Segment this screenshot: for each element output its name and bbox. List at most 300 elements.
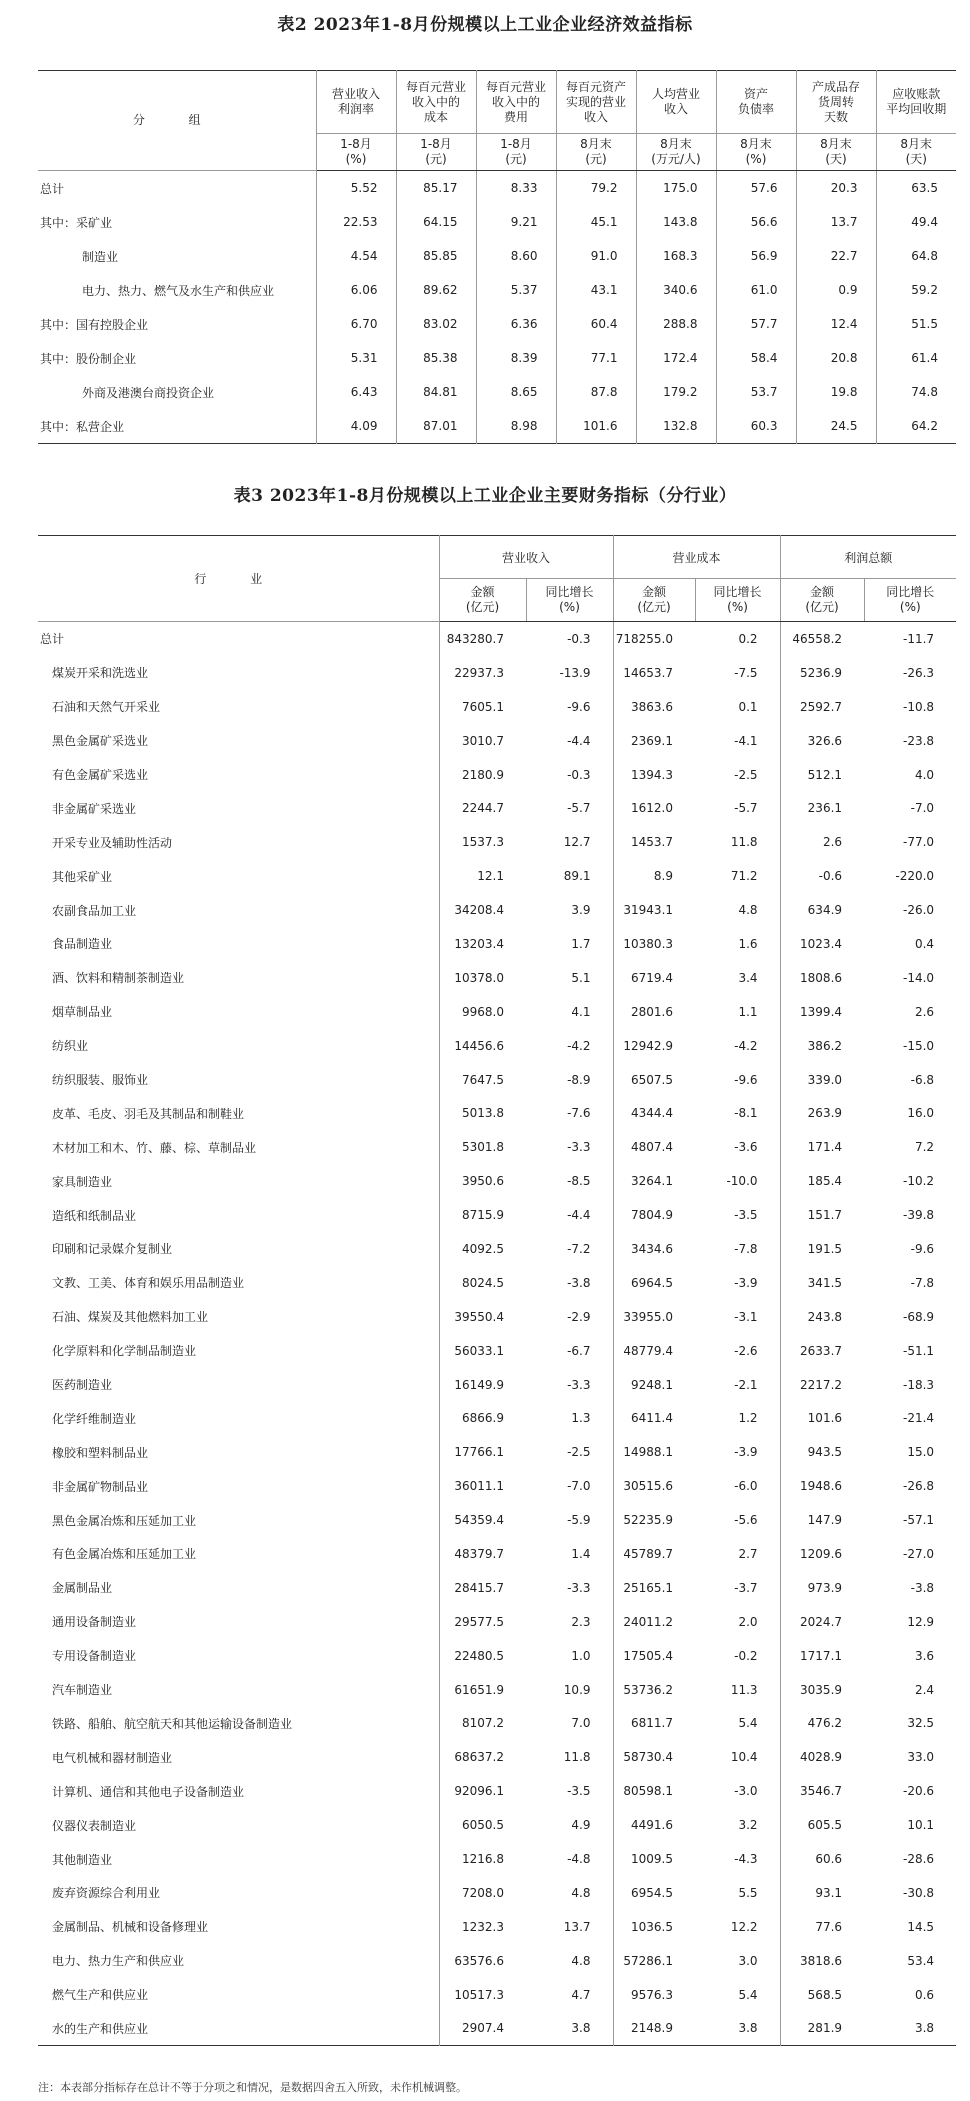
cell-value: 43.1: [556, 273, 636, 307]
industry-label: 黑色金属矿采选业: [52, 734, 149, 749]
cell-value: 10380.3: [613, 927, 695, 961]
cell-value: 6.70: [316, 307, 396, 341]
cell-value: -7.2: [567, 1241, 591, 1256]
industry-label: 烟草制品业: [52, 1005, 113, 1020]
cell-value: 386.2: [780, 1029, 864, 1063]
cell-value: 57286.1: [613, 1944, 695, 1978]
table-row: [38, 1605, 956, 1639]
column-header: 每百元营业 收入中的 成本: [396, 71, 476, 134]
cell-value: 84.81: [396, 375, 476, 409]
cell-value: 57.7: [716, 307, 796, 341]
table-row: [38, 724, 956, 758]
industry-label: 家具制造业: [52, 1174, 113, 1189]
cell-value: 512.1: [780, 758, 864, 792]
column-header: 应收账款 平均回收期: [876, 71, 956, 134]
cell-value: 143.8: [636, 205, 716, 239]
cell-value: 2.0: [738, 1614, 758, 1629]
cell-value: 48779.4: [613, 1334, 695, 1368]
column-header: 人均营业 收入: [636, 71, 716, 134]
cell-value: -2.6: [734, 1343, 758, 1358]
cell-value: -9.6: [734, 1072, 758, 1087]
cell-value: 9576.3: [613, 1978, 695, 2012]
table-row: [38, 1334, 956, 1368]
cell-value: 2592.7: [780, 690, 864, 724]
cell-value: -9.6: [567, 699, 591, 714]
industry-label: 汽车制造业: [52, 1683, 113, 1698]
cell-value: 22480.5: [439, 1639, 526, 1673]
cell-value: 4028.9: [780, 1740, 864, 1774]
cell-value: 14653.7: [613, 656, 695, 690]
cell-value: 3.8: [914, 2021, 935, 2036]
row-label: 其中：采矿业: [40, 215, 113, 230]
cell-value: -7.0: [910, 801, 935, 816]
growth-subheader: 同比增长 (%): [695, 579, 780, 622]
table2-title: 表2 2023年1-8月份规模以上工业企业经济效益指标: [277, 15, 693, 35]
cell-value: 4092.5: [439, 1232, 526, 1266]
cell-value: 288.8: [636, 307, 716, 341]
table-row: [38, 307, 956, 341]
table-row: [38, 341, 956, 375]
cell-value: 85.17: [396, 171, 476, 206]
table-row: [38, 273, 956, 307]
cell-value: 13.7: [563, 1919, 591, 1934]
cell-value: 1209.6: [780, 1537, 864, 1571]
industry-label: 总计: [40, 632, 65, 647]
table3-financial-indicators: [38, 535, 956, 2046]
cell-value: 1.4: [571, 1546, 591, 1561]
cell-value: 77.6: [780, 1910, 864, 1944]
cell-value: -2.5: [734, 767, 758, 782]
cell-value: 1.3: [571, 1411, 591, 1426]
cell-value: 61.4: [876, 341, 956, 375]
cell-value: 132.8: [636, 409, 716, 444]
industry-label: 非金属矿采选业: [52, 801, 137, 816]
group-header: 利润总额: [780, 536, 956, 579]
table-row: [38, 1639, 956, 1673]
table-row: [38, 1707, 956, 1741]
cell-value: -13.9: [559, 665, 591, 680]
cell-value: 13203.4: [439, 927, 526, 961]
cell-value: 6954.5: [613, 1876, 695, 1910]
cell-value: -3.1: [734, 1309, 758, 1324]
cell-value: 39550.4: [439, 1300, 526, 1334]
table-row: [38, 791, 956, 825]
column-subheader: 1-8月 (元): [476, 134, 556, 171]
cell-value: 63.5: [876, 171, 956, 206]
cell-value: 6411.4: [613, 1401, 695, 1435]
cell-value: -3.3: [567, 1580, 591, 1595]
cell-value: 14988.1: [613, 1435, 695, 1469]
cell-value: -4.2: [734, 1038, 758, 1053]
column-subheader: 1-8月 (%): [316, 134, 396, 171]
cell-value: 326.6: [780, 724, 864, 758]
cell-value: 52235.9: [613, 1503, 695, 1537]
industry-label: 橡胶和塑料制品业: [52, 1445, 149, 1460]
cell-value: 1717.1: [780, 1639, 864, 1673]
cell-value: -0.3: [567, 631, 591, 646]
cell-value: 281.9: [780, 2012, 864, 2046]
cell-value: 9248.1: [613, 1368, 695, 1402]
cell-value: 2801.6: [613, 995, 695, 1029]
cell-value: 7605.1: [439, 690, 526, 724]
cell-value: 93.1: [780, 1876, 864, 1910]
cell-value: 14456.6: [439, 1029, 526, 1063]
cell-value: -3.3: [567, 1377, 591, 1392]
cell-value: 6719.4: [613, 961, 695, 995]
industry-label: 农副食品加工业: [52, 903, 137, 918]
cell-value: 605.5: [780, 1808, 864, 1842]
cell-value: 1612.0: [613, 791, 695, 825]
table-row: [38, 1673, 956, 1707]
cell-value: 51.5: [876, 307, 956, 341]
cell-value: 57.6: [716, 171, 796, 206]
cell-value: 53.4: [907, 1953, 935, 1968]
cell-value: 60.3: [716, 409, 796, 444]
cell-value: -10.8: [902, 699, 935, 714]
cell-value: -0.2: [734, 1648, 758, 1663]
cell-value: 4.9: [571, 1818, 591, 1833]
cell-value: -3.3: [567, 1140, 591, 1155]
table-row: [38, 2012, 956, 2046]
cell-value: -8.1: [734, 1106, 758, 1121]
cell-value: 3950.6: [439, 1164, 526, 1198]
industry-label: 金属制品业: [52, 1581, 113, 1596]
cell-value: 5013.8: [439, 1096, 526, 1130]
amount-subheader: 金额 (亿元): [780, 579, 864, 622]
cell-value: 2.6: [914, 1004, 935, 1019]
cell-value: 147.9: [780, 1503, 864, 1537]
cell-value: 4344.4: [613, 1096, 695, 1130]
cell-value: -5.7: [734, 801, 758, 816]
cell-value: 74.8: [876, 375, 956, 409]
cell-value: 53736.2: [613, 1673, 695, 1707]
cell-value: 15.0: [907, 1445, 935, 1460]
cell-value: 28415.7: [439, 1571, 526, 1605]
table-row: [38, 1571, 956, 1605]
industry-label: 木材加工和木、竹、藤、棕、草制品业: [52, 1140, 257, 1155]
industry-label: 燃气生产和供应业: [52, 1988, 149, 2003]
cell-value: 4.8: [571, 1885, 591, 1900]
cell-value: 5301.8: [439, 1130, 526, 1164]
cell-value: -30.8: [902, 1885, 935, 1900]
cell-value: 263.9: [780, 1096, 864, 1130]
cell-value: 16.0: [907, 1106, 935, 1121]
cell-value: 25165.1: [613, 1571, 695, 1605]
cell-value: -0.3: [567, 767, 591, 782]
cell-value: 10.1: [907, 1818, 935, 1833]
cell-value: -4.1: [734, 733, 758, 748]
cell-value: 11.3: [730, 1682, 758, 1697]
table-row: [38, 1232, 956, 1266]
industry-label: 专用设备制造业: [52, 1649, 137, 1664]
row-label: 外商及港澳台商投资企业: [82, 385, 215, 400]
industry-label: 水的生产和供应业: [52, 2021, 149, 2036]
table-row: [38, 1774, 956, 1808]
growth-subheader: 同比增长 (%): [526, 579, 613, 622]
cell-value: -26.3: [902, 665, 935, 680]
table-row: [38, 1266, 956, 1300]
cell-value: 34208.4: [439, 893, 526, 927]
cell-value: 22937.3: [439, 656, 526, 690]
industry-label: 有色金属冶炼和压延加工业: [52, 1547, 197, 1562]
cell-value: 20.3: [796, 171, 876, 206]
cell-value: -14.0: [902, 970, 935, 985]
table-row: [38, 1537, 956, 1571]
industry-label: 有色金属矿采选业: [52, 768, 149, 782]
industry-label: 煤炭开采和洗选业: [52, 666, 149, 681]
cell-value: 4.1: [571, 1004, 591, 1019]
cell-value: 4491.6: [613, 1808, 695, 1842]
cell-value: -68.9: [902, 1309, 935, 1324]
cell-value: 91.0: [556, 239, 636, 273]
column-subheader: 8月末 (%): [716, 134, 796, 171]
footnote: 注：本表部分指标存在总计不等于分项之和情况，是数据四舍五入所致，未作机械调整。: [38, 2081, 467, 2094]
cell-value: -4.4: [567, 733, 591, 748]
cell-value: 61651.9: [439, 1673, 526, 1707]
cell-value: 4.8: [738, 903, 758, 918]
cell-value: -3.7: [734, 1580, 758, 1595]
cell-value: -2.1: [734, 1377, 758, 1392]
cell-value: 1808.6: [780, 961, 864, 995]
industry-label: 仪器仪表制造业: [52, 1818, 137, 1833]
cell-value: 6866.9: [439, 1401, 526, 1435]
cell-value: 29577.5: [439, 1605, 526, 1639]
row-label: 制造业: [82, 249, 119, 264]
cell-value: 718255.0: [613, 622, 695, 656]
cell-value: 4.09: [316, 409, 396, 444]
industry-label: 非金属矿物制品业: [52, 1479, 149, 1494]
cell-value: 5.52: [316, 171, 396, 206]
table-row: [38, 893, 956, 927]
cell-value: 17505.4: [613, 1639, 695, 1673]
column-subheader: 8月末 (元): [556, 134, 636, 171]
table-row: [38, 927, 956, 961]
cell-value: -26.0: [902, 903, 935, 918]
cell-value: 20.8: [796, 341, 876, 375]
cell-value: 5.4: [738, 1716, 758, 1731]
industry-label: 皮革、毛皮、羽毛及其制品和制鞋业: [52, 1106, 245, 1121]
cell-value: 56.6: [716, 205, 796, 239]
cell-value: 3264.1: [613, 1164, 695, 1198]
row-label: 其中：私营企业: [40, 419, 125, 434]
cell-value: -3.9: [734, 1275, 758, 1290]
cell-value: 45789.7: [613, 1537, 695, 1571]
cell-value: -27.0: [902, 1546, 935, 1561]
cell-value: 60.6: [780, 1842, 864, 1876]
cell-value: -0.6: [780, 859, 864, 893]
cell-value: 54359.4: [439, 1503, 526, 1537]
cell-value: 12942.9: [613, 1029, 695, 1063]
cell-value: 6.06: [316, 273, 396, 307]
table-row: [38, 205, 956, 239]
cell-value: 12.9: [907, 1614, 935, 1629]
cell-value: -9.6: [910, 1241, 935, 1256]
cell-value: 2369.1: [613, 724, 695, 758]
cell-value: 171.4: [780, 1130, 864, 1164]
cell-value: 1537.3: [439, 825, 526, 859]
row-label: 电力、热力、燃气及水生产和供应业: [82, 283, 275, 298]
table-row: [38, 656, 956, 690]
table-row: [38, 1096, 956, 1130]
cell-value: 9.21: [476, 205, 556, 239]
cell-value: 2907.4: [439, 2012, 526, 2046]
cell-value: 85.85: [396, 239, 476, 273]
amount-subheader: 金额 (亿元): [613, 579, 695, 622]
cell-value: 6.36: [476, 307, 556, 341]
cell-value: 10517.3: [439, 1978, 526, 2012]
cell-value: -7.8: [734, 1241, 758, 1256]
cell-value: 3.8: [738, 2021, 758, 2036]
cell-value: -6.7: [567, 1343, 591, 1358]
cell-value: 191.5: [780, 1232, 864, 1266]
cell-value: 56.9: [716, 239, 796, 273]
cell-value: 6050.5: [439, 1808, 526, 1842]
cell-value: -3.8: [567, 1275, 591, 1290]
cell-value: 168.3: [636, 239, 716, 273]
cell-value: 53.7: [716, 375, 796, 409]
industry-label: 其他制造业: [52, 1852, 113, 1867]
cell-value: -220.0: [895, 869, 935, 884]
cell-value: 339.0: [780, 1063, 864, 1097]
cell-value: 8024.5: [439, 1266, 526, 1300]
cell-value: -11.7: [902, 631, 935, 646]
table-row: [38, 409, 956, 444]
cell-value: 12.7: [563, 835, 591, 850]
table-row: [38, 1401, 956, 1435]
cell-value: 56033.1: [439, 1334, 526, 1368]
cell-value: 2180.9: [439, 758, 526, 792]
table-row: [38, 1944, 956, 1978]
cell-value: 59.2: [876, 273, 956, 307]
cell-value: 1.1: [738, 1004, 758, 1019]
cell-value: 48379.7: [439, 1537, 526, 1571]
table-row: [38, 1469, 956, 1503]
cell-value: -3.5: [734, 1208, 758, 1223]
cell-value: -39.8: [902, 1208, 935, 1223]
cell-value: 16149.9: [439, 1368, 526, 1402]
cell-value: -20.6: [902, 1784, 935, 1799]
cell-value: 9968.0: [439, 995, 526, 1029]
cell-value: 24011.2: [613, 1605, 695, 1639]
cell-value: 634.9: [780, 893, 864, 927]
cell-value: -23.8: [902, 733, 935, 748]
cell-value: -7.5: [734, 665, 758, 680]
cell-value: -8.9: [567, 1072, 591, 1087]
cell-value: -8.5: [567, 1174, 591, 1189]
cell-value: -2.9: [567, 1309, 591, 1324]
column-header: 每百元营业 收入中的 费用: [476, 71, 556, 134]
cell-value: 80598.1: [613, 1774, 695, 1808]
cell-value: 151.7: [780, 1198, 864, 1232]
cell-value: 5236.9: [780, 656, 864, 690]
cell-value: 36011.1: [439, 1469, 526, 1503]
cell-value: -3.9: [734, 1445, 758, 1460]
row-label: 其中：国有控股企业: [40, 317, 149, 332]
table2-economic-indicators: [38, 70, 956, 444]
cell-value: 13.7: [796, 205, 876, 239]
cell-value: 1023.4: [780, 927, 864, 961]
table-row: [38, 1198, 956, 1232]
cell-value: 3.8: [571, 2021, 591, 2036]
industry-label: 纺织服装、服饰业: [52, 1073, 149, 1088]
cell-value: 843280.7: [439, 622, 526, 656]
cell-value: -2.5: [567, 1445, 591, 1460]
cell-value: 0.1: [738, 699, 758, 714]
industry-label: 计算机、通信和其他电子设备制造业: [52, 1784, 245, 1799]
cell-value: -3.5: [567, 1784, 591, 1799]
table-row: [38, 1808, 956, 1842]
cell-value: 64.15: [396, 205, 476, 239]
cell-value: 87.8: [556, 375, 636, 409]
cell-value: 6.43: [316, 375, 396, 409]
cell-value: 61.0: [716, 273, 796, 307]
cell-value: 236.1: [780, 791, 864, 825]
industry-label: 文教、工美、体育和娱乐用品制造业: [52, 1276, 245, 1291]
cell-value: 4807.4: [613, 1130, 695, 1164]
table-row: [38, 758, 956, 792]
industry-label: 化学纤维制造业: [52, 1411, 137, 1426]
cell-value: 31943.1: [613, 893, 695, 927]
cell-value: 11.8: [730, 835, 758, 850]
cell-value: 3.0: [738, 1953, 758, 1968]
cell-value: 1.7: [571, 936, 591, 951]
cell-value: 24.5: [796, 409, 876, 444]
cell-value: -10.2: [902, 1174, 935, 1189]
column-subheader: 8月末 (万元/人): [636, 134, 716, 171]
industry-label: 化学原料和化学制品制造业: [52, 1344, 197, 1359]
column-subheader: 8月末 (天): [876, 134, 956, 171]
cell-value: 89.1: [563, 869, 591, 884]
cell-value: 3863.6: [613, 690, 695, 724]
cell-value: 2633.7: [780, 1334, 864, 1368]
cell-value: 83.02: [396, 307, 476, 341]
table-row: [38, 1740, 956, 1774]
industry-label: 电力、热力生产和供应业: [52, 1954, 185, 1969]
cell-value: 89.62: [396, 273, 476, 307]
cell-value: 8.33: [476, 171, 556, 206]
table-row: [38, 1978, 956, 2012]
table-row: [38, 171, 956, 206]
cell-value: 85.38: [396, 341, 476, 375]
cell-value: 6964.5: [613, 1266, 695, 1300]
industry-label: 医药制造业: [52, 1378, 113, 1393]
industry-label: 通用设备制造业: [52, 1615, 137, 1630]
cell-value: 185.4: [780, 1164, 864, 1198]
cell-value: 46558.2: [780, 622, 864, 656]
column-header: 营业收入 利润率: [316, 71, 396, 134]
cell-value: 2244.7: [439, 791, 526, 825]
cell-value: -5.9: [567, 1513, 591, 1528]
table-row: [38, 995, 956, 1029]
cell-value: -51.1: [902, 1343, 935, 1358]
cell-value: 64.8: [876, 239, 956, 273]
cell-value: 49.4: [876, 205, 956, 239]
column-header: 每百元资产 实现的营业 收入: [556, 71, 636, 134]
row-label: 其中：股份制企业: [40, 351, 137, 366]
industry-label: 开采专业及辅助性活动: [52, 835, 173, 850]
cell-value: 101.6: [780, 1401, 864, 1435]
industry-label: 铁路、船舶、航空航天和其他运输设备制造业: [52, 1716, 293, 1731]
cell-value: 7208.0: [439, 1876, 526, 1910]
cell-value: 2.7: [738, 1546, 758, 1561]
cell-value: 1399.4: [780, 995, 864, 1029]
cell-value: 3818.6: [780, 1944, 864, 1978]
cell-value: -4.4: [567, 1208, 591, 1223]
table-row: [38, 1130, 956, 1164]
cell-value: 5.4: [738, 1987, 758, 2002]
cell-value: 3.6: [914, 1648, 935, 1663]
cell-value: 1.0: [571, 1648, 591, 1663]
